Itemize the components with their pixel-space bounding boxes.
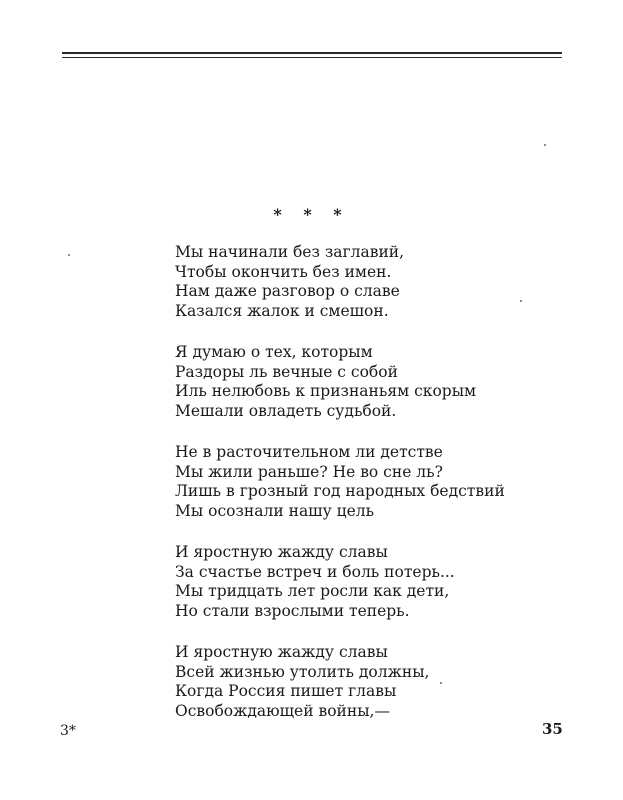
poem-line: Нам даже разговор о славе: [175, 282, 400, 300]
poem-line: Всей жизнью утолить должны,: [175, 662, 430, 681]
poem-line: Казался жалок и смешон.: [175, 301, 389, 320]
poem-line: За счастье встреч и боль потерь...: [175, 562, 455, 581]
section-ornament: * * *: [273, 205, 350, 224]
paper-speck: [440, 682, 442, 684]
poem-line: И яростную жажду славы: [175, 643, 388, 661]
poem-line: Я думаю о тех, которым: [175, 343, 373, 361]
signature-mark: 3*: [60, 723, 76, 739]
poem-line: Не в расточительном ли детстве: [175, 443, 443, 461]
poem-line: Освобождающей войны,—: [175, 701, 390, 720]
poem-line: Когда Россия пишет главы: [175, 682, 397, 700]
poem-line: И яростную жажду славы: [175, 543, 388, 561]
poem-line: Мы начинали без заглавий,: [175, 243, 405, 261]
poem-line: Иль нелюбовь к признаньям скорым: [175, 382, 477, 400]
poem-line: Лишь в грозный год народных бедствий: [175, 482, 505, 500]
header-rule-thick: [62, 52, 562, 54]
stanza-3: [175, 443, 555, 521]
paper-speck: [520, 300, 522, 302]
poem: [175, 243, 555, 743]
poem-line: Раздоры ль вечные с собой: [175, 362, 398, 381]
paper-speck: [68, 254, 70, 256]
poem-line: Мешали овладеть судьбой.: [175, 401, 397, 420]
stanza-5: [175, 643, 555, 721]
poem-line: Но стали взрослыми теперь.: [175, 601, 410, 620]
poem-line: Мы тридцать лет росли как дети,: [175, 582, 450, 600]
header-rule-thin: [62, 57, 562, 58]
stanza-4: [175, 543, 555, 621]
paper-speck: [544, 144, 546, 146]
poem-line: Мы осознали нашу цель: [175, 501, 375, 520]
stanza-1: [175, 243, 555, 321]
poem-line: Чтобы окончить без имен.: [175, 262, 392, 281]
poem-line: Мы жили раньше? Не во сне ль?: [175, 462, 443, 481]
stanza-2: [175, 343, 555, 421]
page-number: 35: [542, 720, 563, 738]
